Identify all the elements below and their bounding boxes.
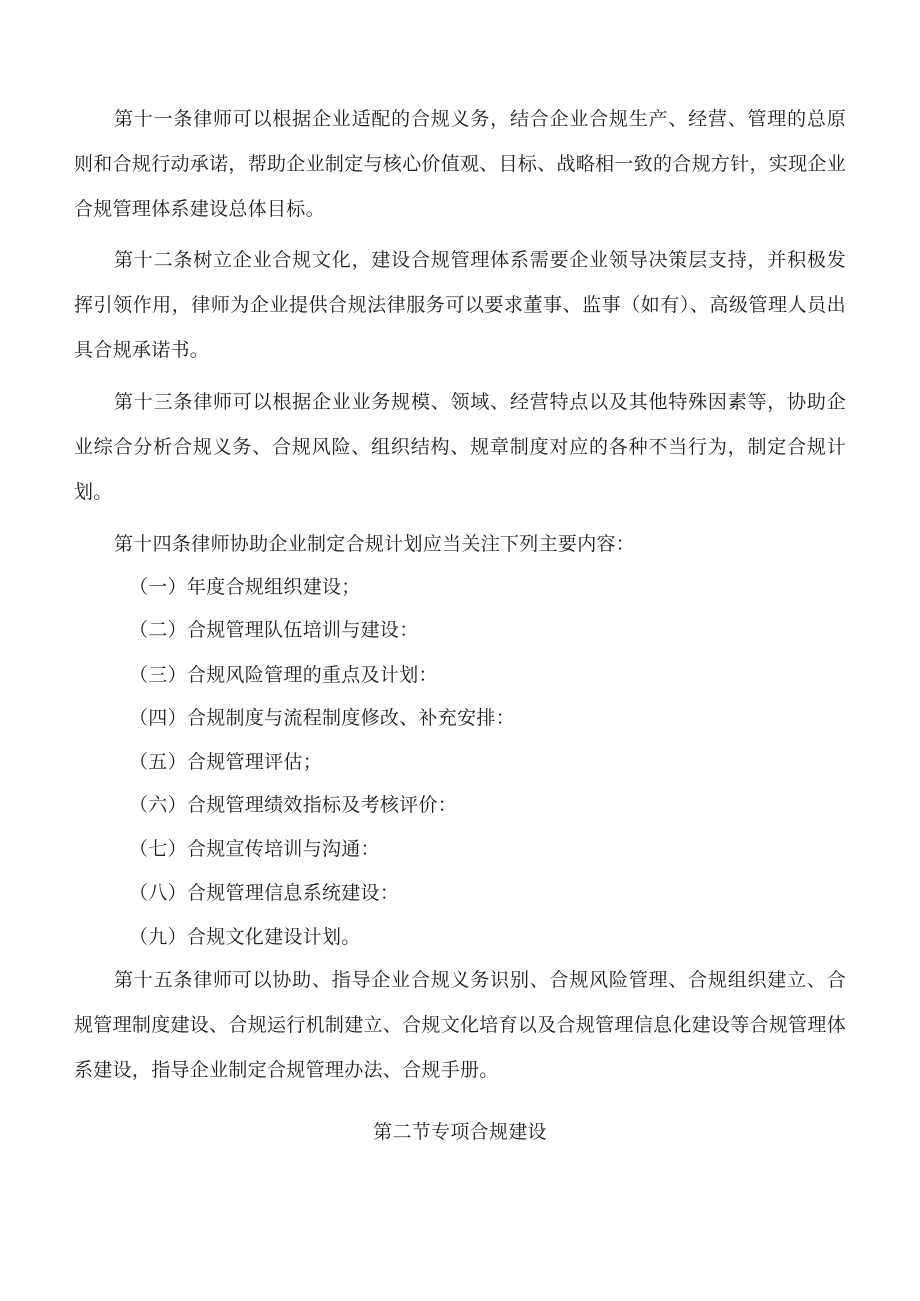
list-item-8: （八）合规管理信息系统建设： — [129, 882, 400, 904]
list-item-6: （六）合规管理绩效指标及考核评价： — [129, 794, 458, 816]
article-12: 第十二条树立企业合规文化，建设合规管理体系需要企业领导决策层支持，并积极发挥引领作用，律师为企业提供合规法律服务可以要求董事、监事（如有）、高级管理人员出具合规承诺书。 — [74, 249, 846, 361]
list-item-3: （三）合规风险管理的重点及计划： — [129, 664, 438, 686]
list-item-9: （九）合规文化建设计划。 — [129, 926, 361, 948]
list-item-2: （二）合规管理队伍培训与建设： — [129, 619, 419, 641]
article-11: 第十一条律师可以根据企业适配的合规义务，结合企业合规生产、经营、管理的总原则和合规行动承诺，帮助企业制定与核心价值观、目标、战略相一致的合规方针，实现企业合规管理体系建设总体目标。 — [74, 108, 847, 220]
article-13: 第十三条律师可以根据企业业务规模、领域、经营特点以及其他特殊因素等，协助企业综合分析合规义务、合规风险、组织结构、规章制度对应的各种不当行为，制定合规计划。 — [74, 391, 846, 503]
article-14: 第十四条律师协助企业制定合规计划应当关注下列主要内容： — [114, 533, 636, 555]
list-item-7: （七）合规宣传培训与沟通： — [129, 838, 380, 860]
article-15: 第十五条律师可以协助、指导企业合规义务识别、合规风险管理、合规组织建立、合规管理制度建设、合规运行机制建立、合规文化培育以及合规管理信息化建设等合规管理体系建设，指导企业制定合规管理办法、合规手册。 — [74, 969, 847, 1081]
section-heading: 第二节专项合规建设 — [373, 1121, 547, 1143]
list-item-1: （一）年度合规组织建设； — [129, 576, 361, 598]
list-item-4: （四）合规制度与流程制度修改、补充安排： — [129, 707, 516, 729]
list-item-5: （五）合规管理评估； — [129, 751, 323, 773]
